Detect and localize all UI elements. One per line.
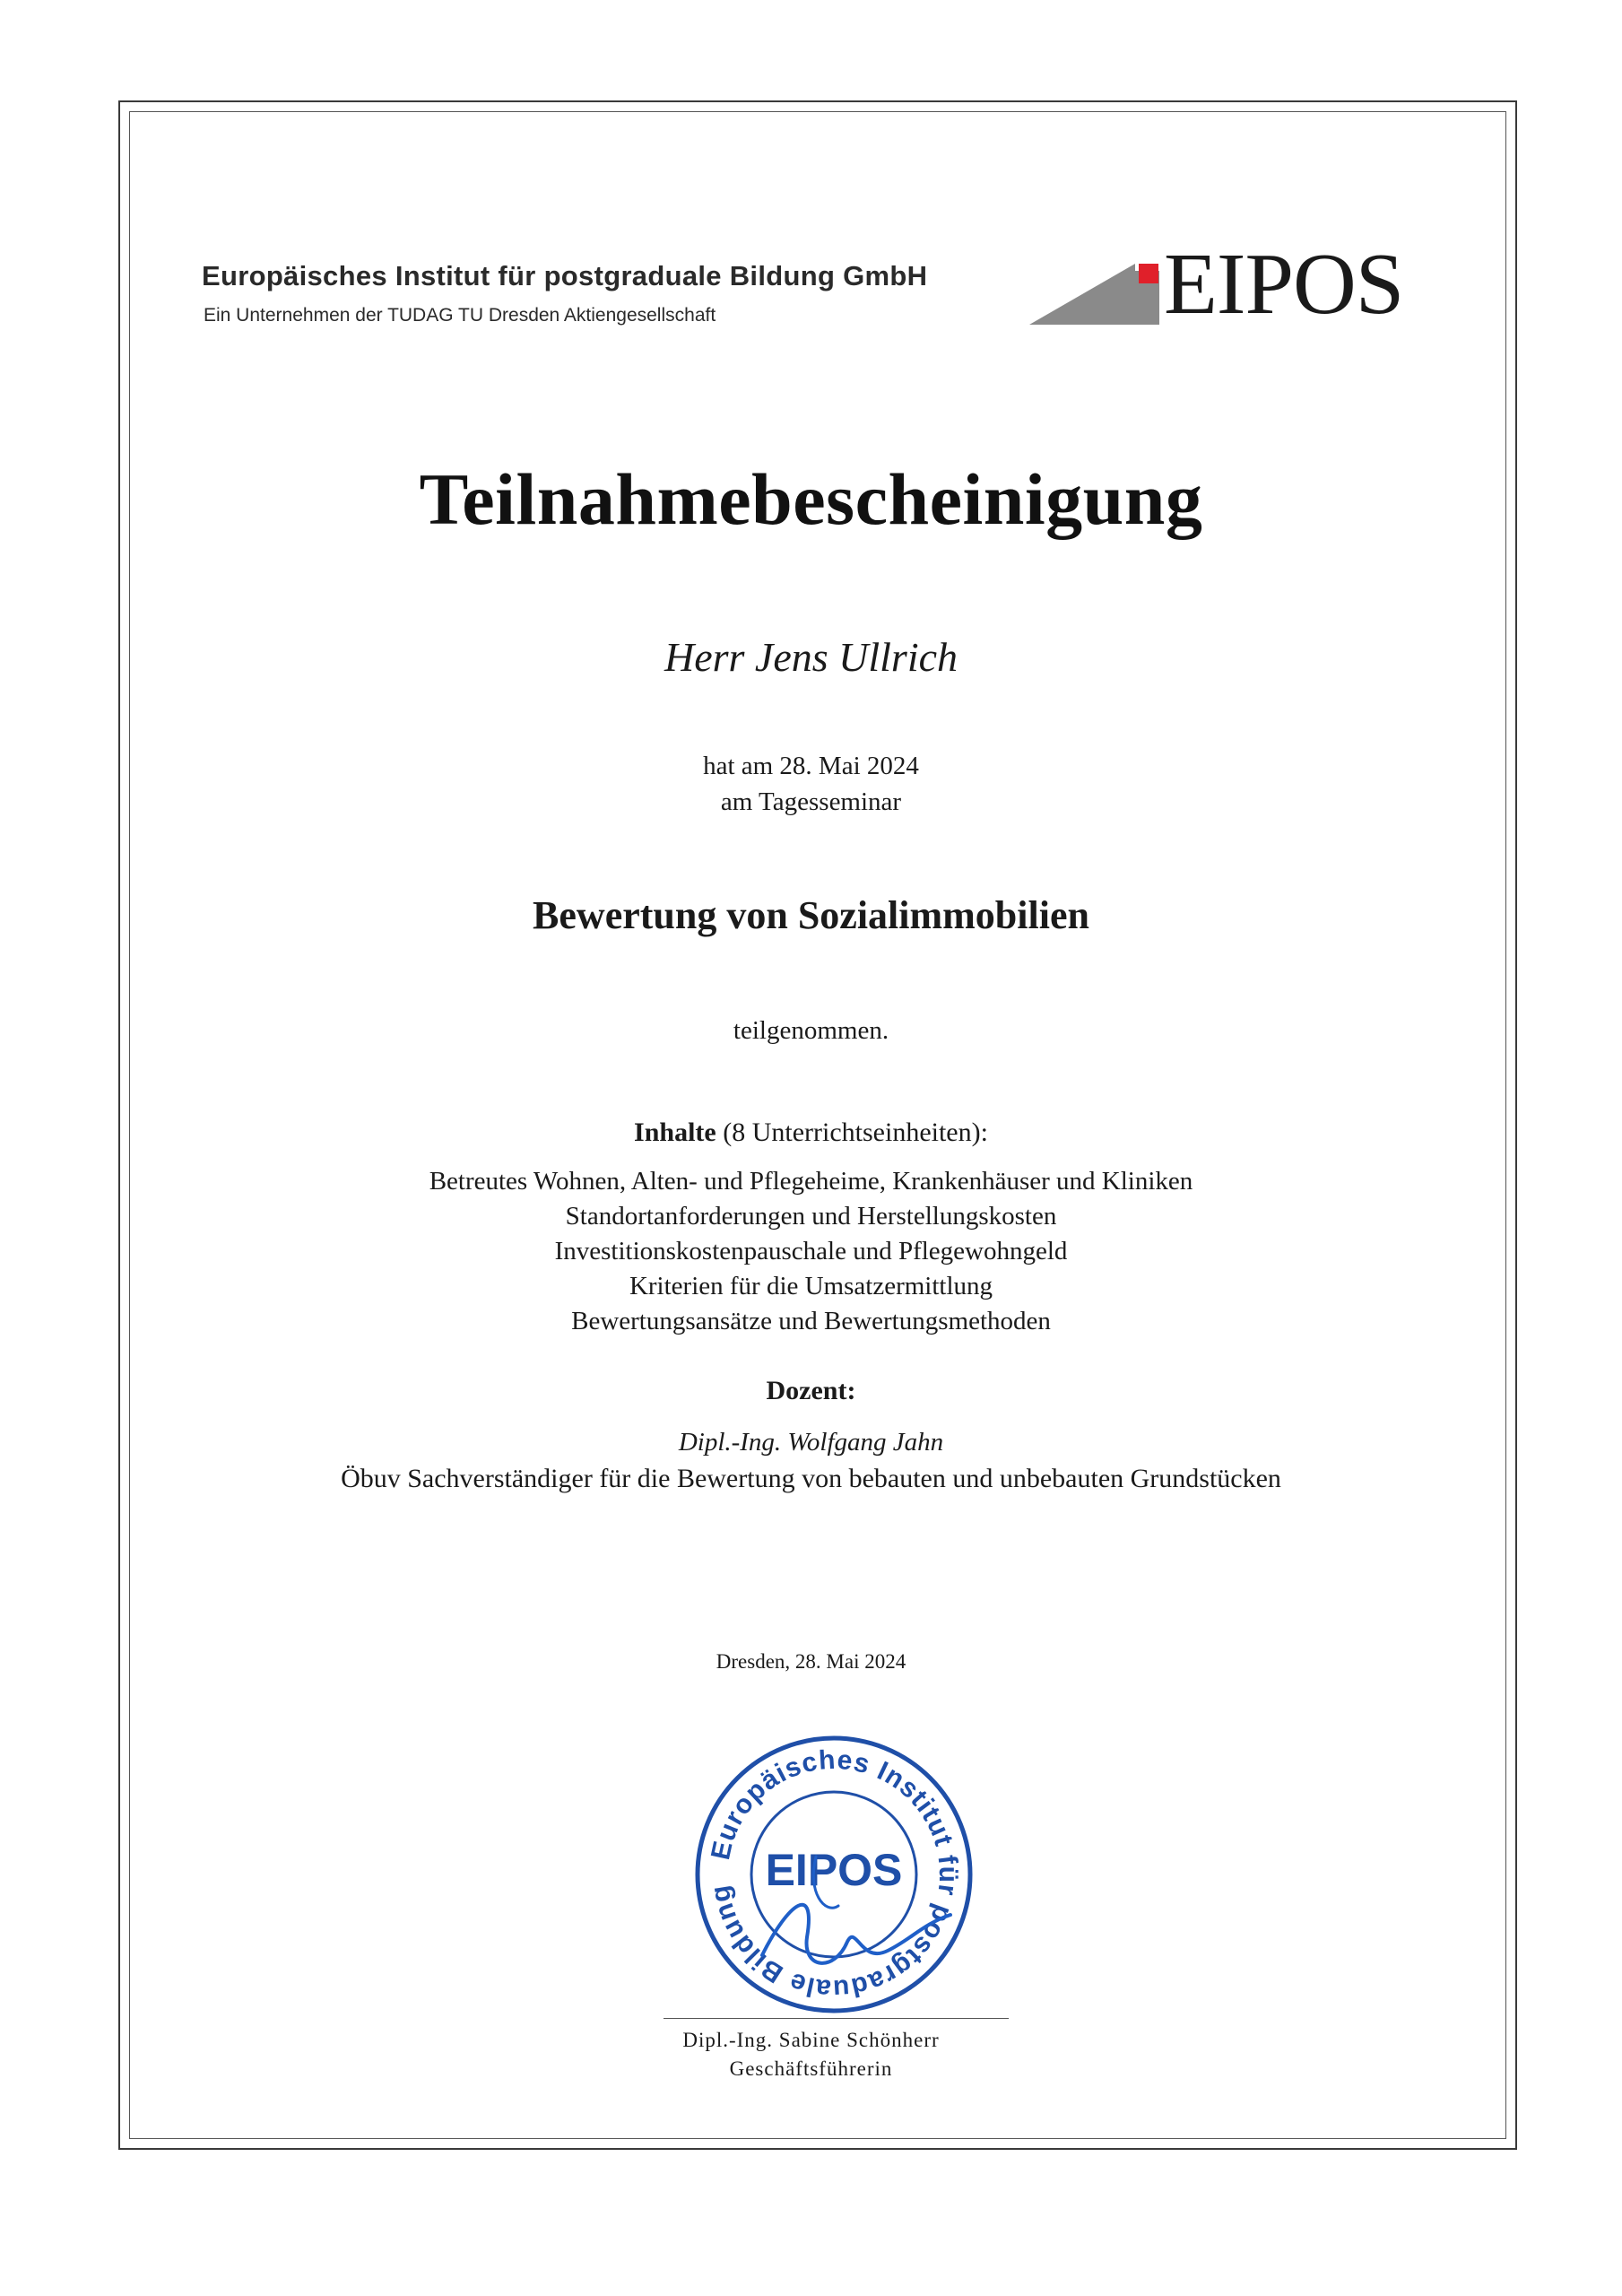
signature-line	[664, 2018, 1009, 2019]
participated-text: teilgenommen.	[733, 1016, 889, 1045]
official-stamp	[681, 1722, 986, 2027]
recipient-name: Herr Jens Ullrich	[664, 634, 958, 680]
date-line: hat am 28. Mai 2024	[703, 752, 919, 780]
lecturer-name: Dipl.-Ing. Wolfgang Jahn	[678, 1428, 944, 1457]
lecturer-label: Dozent:	[766, 1376, 856, 1405]
stamp-seal-icon	[681, 1722, 986, 2027]
eipos-logo	[1029, 236, 1424, 334]
lecturer-title: Öbuv Sachverständiger für die Bewertung von bebauten und unbebauten Grundstücken	[341, 1464, 1281, 1493]
list-item: Standortanforderungen und Herstellungskosten	[565, 1202, 1057, 1231]
list-item: Investitionskostenpauschale und Pflegewohngeld	[554, 1237, 1068, 1265]
list-item: Bewertungsansätze und Bewertungsmethoden	[571, 1307, 1051, 1335]
contents-label: Inhalte	[634, 1118, 716, 1147]
event-line: am Tagesseminar	[720, 787, 902, 816]
logo-text: EIPOS	[1164, 236, 1404, 333]
contents-list	[0, 1164, 1622, 1339]
org-name: Europäisches Institut für postgraduale Bildung GmbH	[202, 260, 928, 291]
list-item: Kriterien für die Umsatzermittlung	[629, 1272, 993, 1300]
contents-heading	[0, 1118, 1622, 1148]
document-title: Teilnahmebescheinigung	[419, 458, 1203, 540]
svg-text:Europäisches Institut für post: Europäisches Institut für postgraduale Bildung	[705, 1744, 964, 2005]
svg-text:EIPOS: EIPOS	[765, 1845, 903, 1895]
list-item: Betreutes Wohnen, Alten- und Pflegeheime, Krankenhäuser und Kliniken	[429, 1167, 1193, 1196]
signer-name: Dipl.-Ing. Sabine Schönherr	[682, 2029, 940, 2051]
org-subtitle: Ein Unternehmen der TUDAG TU Dresden Aktiengesellschaft	[204, 305, 716, 326]
signer-role: Geschäftsführerin	[729, 2057, 893, 2080]
course-title: Bewertung von Sozialimmobilien	[533, 893, 1089, 937]
place-date: Dresden, 28. Mai 2024	[716, 1650, 906, 1673]
contents-units: (8 Unterrichtseinheiten):	[723, 1118, 988, 1147]
